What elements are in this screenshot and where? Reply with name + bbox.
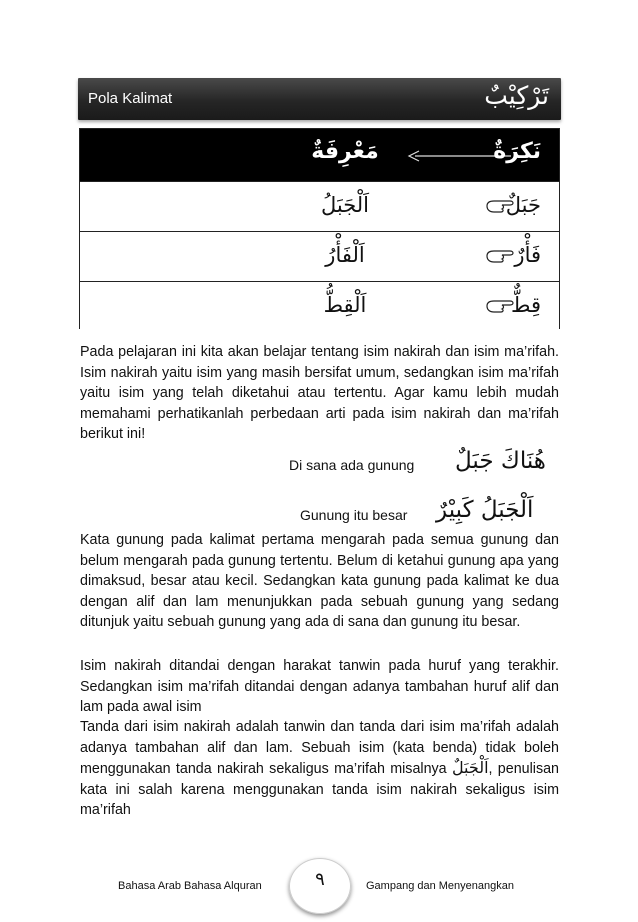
rule-text-after: , penulisan kata ini salah karena menggunakan tanda isim nakirah sekaligus isim ma’rifah: [80, 761, 560, 818]
header-marifah: مَعْرِفَةٌ: [311, 139, 379, 164]
header-nakirah: نَكِرَةٌ: [493, 139, 541, 164]
section-header-bar: [78, 78, 561, 120]
footer-book-title: Bahasa Arab Bahasa Alquran: [118, 880, 262, 892]
example-arabic: اَلْجَبَلُ كَبِيْرٌ: [436, 497, 534, 523]
page-number-badge: [289, 858, 351, 914]
wrong-example-arabic: اَلْجَبَلٌ: [451, 758, 489, 777]
table-row: [80, 281, 559, 331]
nakirah-word: قِطٌّ: [511, 293, 541, 317]
page-number: ٩: [315, 869, 325, 890]
table-row: [80, 231, 559, 281]
nakirah-word: جَبَلٌ: [505, 193, 541, 217]
nakirah-marker-paragraph: Isim nakirah ditandai dengan harakat tanwin pada huruf yang terakhir. Sedangkan isim ma’rifah ditandai dengan adanya tambahan huruf alif dan lam pada awal isim: [80, 658, 559, 715]
footer-tagline: Gampang dan Menyenangkan: [366, 880, 514, 892]
nakirah-word: فَأْرٌ: [514, 243, 541, 267]
rule-paragraph: [80, 717, 559, 821]
section-title: Pola Kalimat: [88, 90, 173, 107]
explanation-paragraph: Kata gunung pada kalimat pertama mengarah pada semua gunung dan belum mengarah pada gunung tertentu. Belum di ketahui gunung apa yang dimaksud, besar atau kecil. Sedangkan kata gunung pada kalimat ke dua dengan alif dan lam menunjukkan pada sebuah gunung yang sedang ditunjuk yaitu sebuah gunung yang ada di sana dan gunung itu besar.: [80, 532, 559, 630]
example-translation: Gunung itu besar: [300, 507, 408, 523]
section-title-arabic: تَرْكِيْبٌ: [484, 81, 549, 110]
example-translation: Di sana ada gunung: [289, 457, 415, 473]
example-arabic: هُنَاكَ جَبَلٌ: [455, 448, 546, 474]
table-row: [80, 181, 559, 231]
intro-paragraph: Pada pelajaran ini kita akan belajar tentang isim nakirah dan isim ma’rifah. Isim nakirah yaitu isim yang masih bersifat umum, sedangkan isim ma’rifah yaitu isim yang telah diketahui atau tertentu. Agar kamu lebih mudah memahami perhatikanlah perbedaan arti pada isim nakirah dan ma’rifah berikut ini!: [80, 344, 559, 442]
marifah-word: اَلْفَأْرُ: [325, 243, 365, 267]
table-header-row: [80, 129, 559, 181]
rule-text-before: Tanda dari isim nakirah adalah tanwin dan tanda dari isim ma’rifah adalah adanya tambahan alif dan lam. Sebuah isim (kata benda) tidak boleh menggunakan tanda nakirah sekaligus ma’rifah misalnya: [80, 719, 559, 777]
marifah-word: اَلْجَبَلُ: [320, 193, 370, 217]
nakirah-marifah-table: [79, 128, 560, 329]
marifah-word: اَلْقِطُّ: [323, 293, 367, 317]
